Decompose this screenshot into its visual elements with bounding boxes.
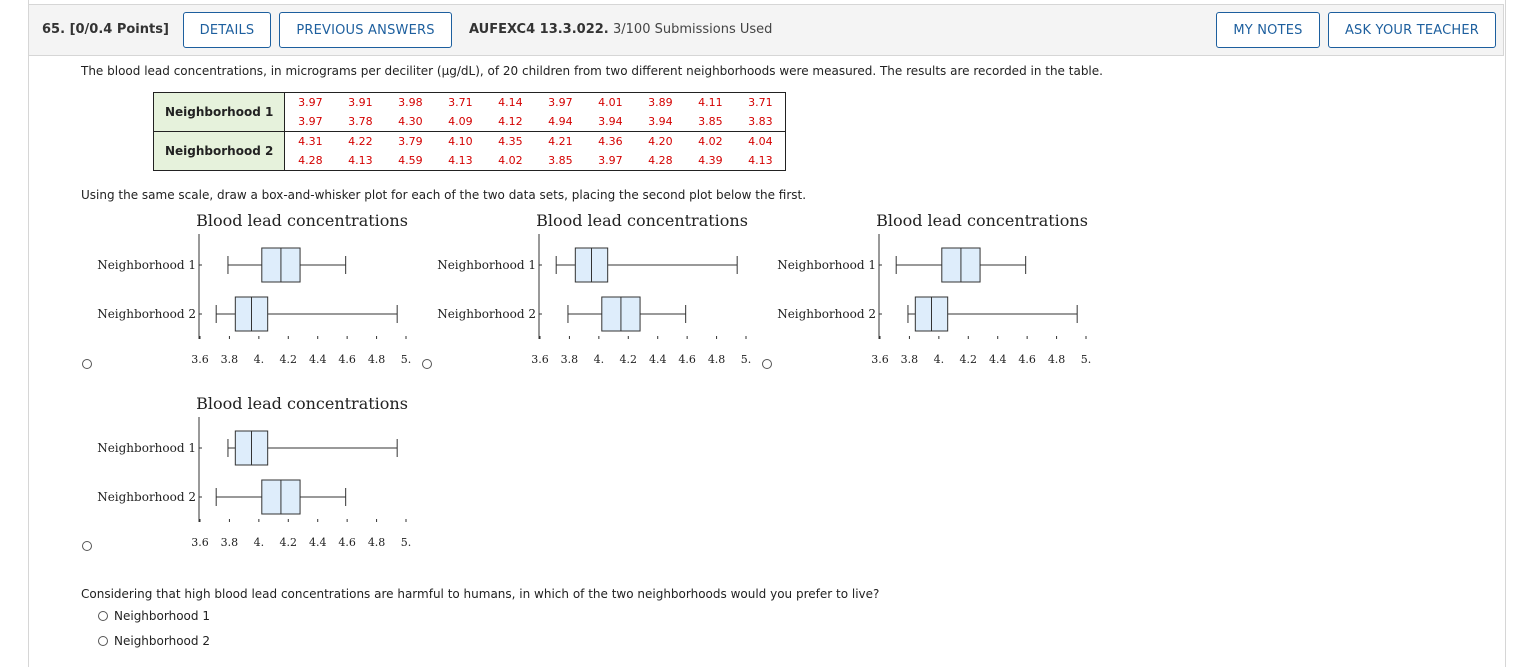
table-cell: 4.11	[698, 96, 723, 109]
series-label: Neighborhood 1	[97, 441, 196, 455]
x-tick-label: 5.	[1080, 353, 1092, 366]
x-tick-label: 4.6	[678, 353, 696, 366]
boxplot-option-3	[768, 206, 1098, 366]
table-cell: 3.89	[648, 96, 673, 109]
table-cell: 3.97	[598, 154, 623, 167]
x-tick-label: 3.8	[560, 353, 579, 366]
my-notes-button[interactable]: MY NOTES	[1216, 12, 1320, 48]
table-cell: 3.85	[548, 154, 573, 167]
table-cell: 4.13	[348, 154, 373, 167]
table-cell: 3.94	[648, 115, 673, 128]
table-cell: 4.39	[698, 154, 723, 167]
plot-option-radio-3[interactable]	[762, 359, 772, 369]
boxplot-option-2	[428, 206, 758, 366]
x-tick-label: 3.6	[191, 536, 209, 549]
table-cell: 3.97	[298, 96, 323, 109]
table-cell: 3.85	[698, 115, 723, 128]
series-label: Neighborhood 1	[777, 258, 876, 272]
instruction-text: Using the same scale, draw a box-and-whisker plot for each of the two data sets, placing the second plot below the first.	[81, 188, 807, 202]
x-tick-label: 3.8	[220, 536, 239, 549]
table-cell: 3.71	[748, 96, 773, 109]
option-label: Neighborhood 2	[114, 634, 210, 648]
table-cell: 3.79	[385, 132, 435, 152]
table-cell: 4.14	[498, 96, 523, 109]
table-cell: 3.91	[348, 96, 373, 109]
series-label: Neighborhood 2	[777, 307, 876, 321]
table-cell: 4.36	[585, 132, 635, 152]
x-tick-label: 4.8	[1047, 353, 1066, 366]
x-tick-label: 4.4	[308, 536, 327, 549]
plot-option-radio-4[interactable]	[82, 541, 92, 551]
x-tick-label: 4.8	[367, 353, 386, 366]
x-tick-label: 4.2	[619, 353, 638, 366]
details-button[interactable]: DETAILS	[183, 12, 271, 48]
series-label: Neighborhood 2	[97, 490, 196, 504]
x-tick-label: 4.	[933, 353, 945, 366]
table-cell: 4.59	[398, 154, 423, 167]
option-neighborhood-2[interactable]	[98, 634, 210, 648]
table-cell: 4.12	[498, 115, 523, 128]
previous-answers-button[interactable]: PREVIOUS ANSWERS	[279, 12, 452, 48]
table-cell: 4.21	[535, 132, 585, 152]
plot-option-radio-2[interactable]	[422, 359, 432, 369]
x-tick-label: 4.	[593, 353, 605, 366]
table-cell: 4.94	[548, 115, 573, 128]
radio-neighborhood-2[interactable]	[98, 636, 108, 646]
x-tick-label: 4.6	[338, 536, 356, 549]
chart-title: Blood lead concentrations	[876, 211, 1088, 230]
plot-option-radio-1[interactable]	[82, 359, 92, 369]
table-cell: 4.28	[648, 154, 673, 167]
option-neighborhood-1[interactable]	[98, 609, 210, 623]
series-label: Neighborhood 2	[97, 307, 196, 321]
table-cell: 4.30	[398, 115, 423, 128]
x-tick-label: 3.8	[220, 353, 239, 366]
ask-teacher-button[interactable]: ASK YOUR TEACHER	[1328, 12, 1496, 48]
series-label: Neighborhood 2	[437, 307, 536, 321]
table-cell: 4.13	[448, 154, 473, 167]
table-cell: 3.78	[348, 115, 373, 128]
table-cell: 4.01	[598, 96, 623, 109]
chart-title: Blood lead concentrations	[536, 211, 748, 230]
question2-text: Considering that high blood lead concentrations are harmful to humans, in which of the two neighborhoods would you prefer to live?	[81, 587, 880, 601]
option-label: Neighborhood 1	[114, 609, 210, 623]
table-cell: 3.98	[398, 96, 423, 109]
x-tick-label: 4.2	[279, 536, 298, 549]
boxplot-option-1	[88, 206, 418, 366]
question-number: 65. [0/0.4 Points]	[42, 22, 169, 37]
table-cell: 4.04	[735, 132, 786, 152]
x-tick-label: 4.2	[279, 353, 298, 366]
assignment-code: AUFEXC4 13.3.022.	[469, 22, 609, 37]
x-tick-label: 3.6	[191, 353, 209, 366]
x-tick-label: 5.	[400, 536, 412, 549]
question-prompt: The blood lead concentrations, in micrograms per deciliter (µg/dL), of 20 children from two different neighborhoods were measured. The results are recorded in the table.	[81, 64, 1103, 78]
x-tick-label: 3.6	[531, 353, 549, 366]
x-tick-label: 4.	[253, 353, 265, 366]
table-cell: 4.09	[448, 115, 473, 128]
table-cell: 3.94	[598, 115, 623, 128]
submissions-count: 3/100 Submissions Used	[613, 22, 773, 37]
series-label: Neighborhood 1	[97, 258, 196, 272]
table-row-header: Neighborhood 1	[154, 93, 285, 132]
table-cell: 4.20	[635, 132, 685, 152]
table-cell: 4.10	[435, 132, 485, 152]
x-tick-label: 3.8	[900, 353, 919, 366]
x-tick-label: 4.6	[1018, 353, 1036, 366]
x-tick-label: 4.8	[367, 536, 386, 549]
x-tick-label: 5.	[400, 353, 412, 366]
series-label: Neighborhood 1	[437, 258, 536, 272]
chart-title: Blood lead concentrations	[196, 211, 408, 230]
table-cell: 3.83	[748, 115, 773, 128]
table-cell: 4.02	[498, 154, 523, 167]
chart-title: Blood lead concentrations	[196, 394, 408, 413]
x-tick-label: 4.6	[338, 353, 356, 366]
x-tick-label: 4.4	[648, 353, 667, 366]
data-table	[153, 92, 786, 171]
x-tick-label: 4.8	[707, 353, 726, 366]
table-cell: 3.97	[298, 115, 323, 128]
table-cell: 4.28	[298, 154, 323, 167]
table-cell: 4.13	[748, 154, 773, 167]
radio-neighborhood-1[interactable]	[98, 611, 108, 621]
table-cell: 3.71	[448, 96, 473, 109]
table-cell: 4.35	[485, 132, 535, 152]
x-tick-label: 4.2	[959, 353, 978, 366]
x-tick-label: 4.	[253, 536, 265, 549]
table-cell: 4.02	[685, 132, 735, 152]
question-header	[28, 4, 1504, 56]
x-tick-label: 4.4	[308, 353, 327, 366]
table-cell: 4.31	[285, 132, 336, 152]
x-tick-label: 4.4	[988, 353, 1007, 366]
x-tick-label: 3.6	[871, 353, 889, 366]
x-tick-label: 5.	[740, 353, 752, 366]
table-cell: 4.22	[335, 132, 385, 152]
table-cell: 3.97	[548, 96, 573, 109]
table-row-header: Neighborhood 2	[154, 132, 285, 171]
boxplot-option-4	[88, 389, 418, 549]
